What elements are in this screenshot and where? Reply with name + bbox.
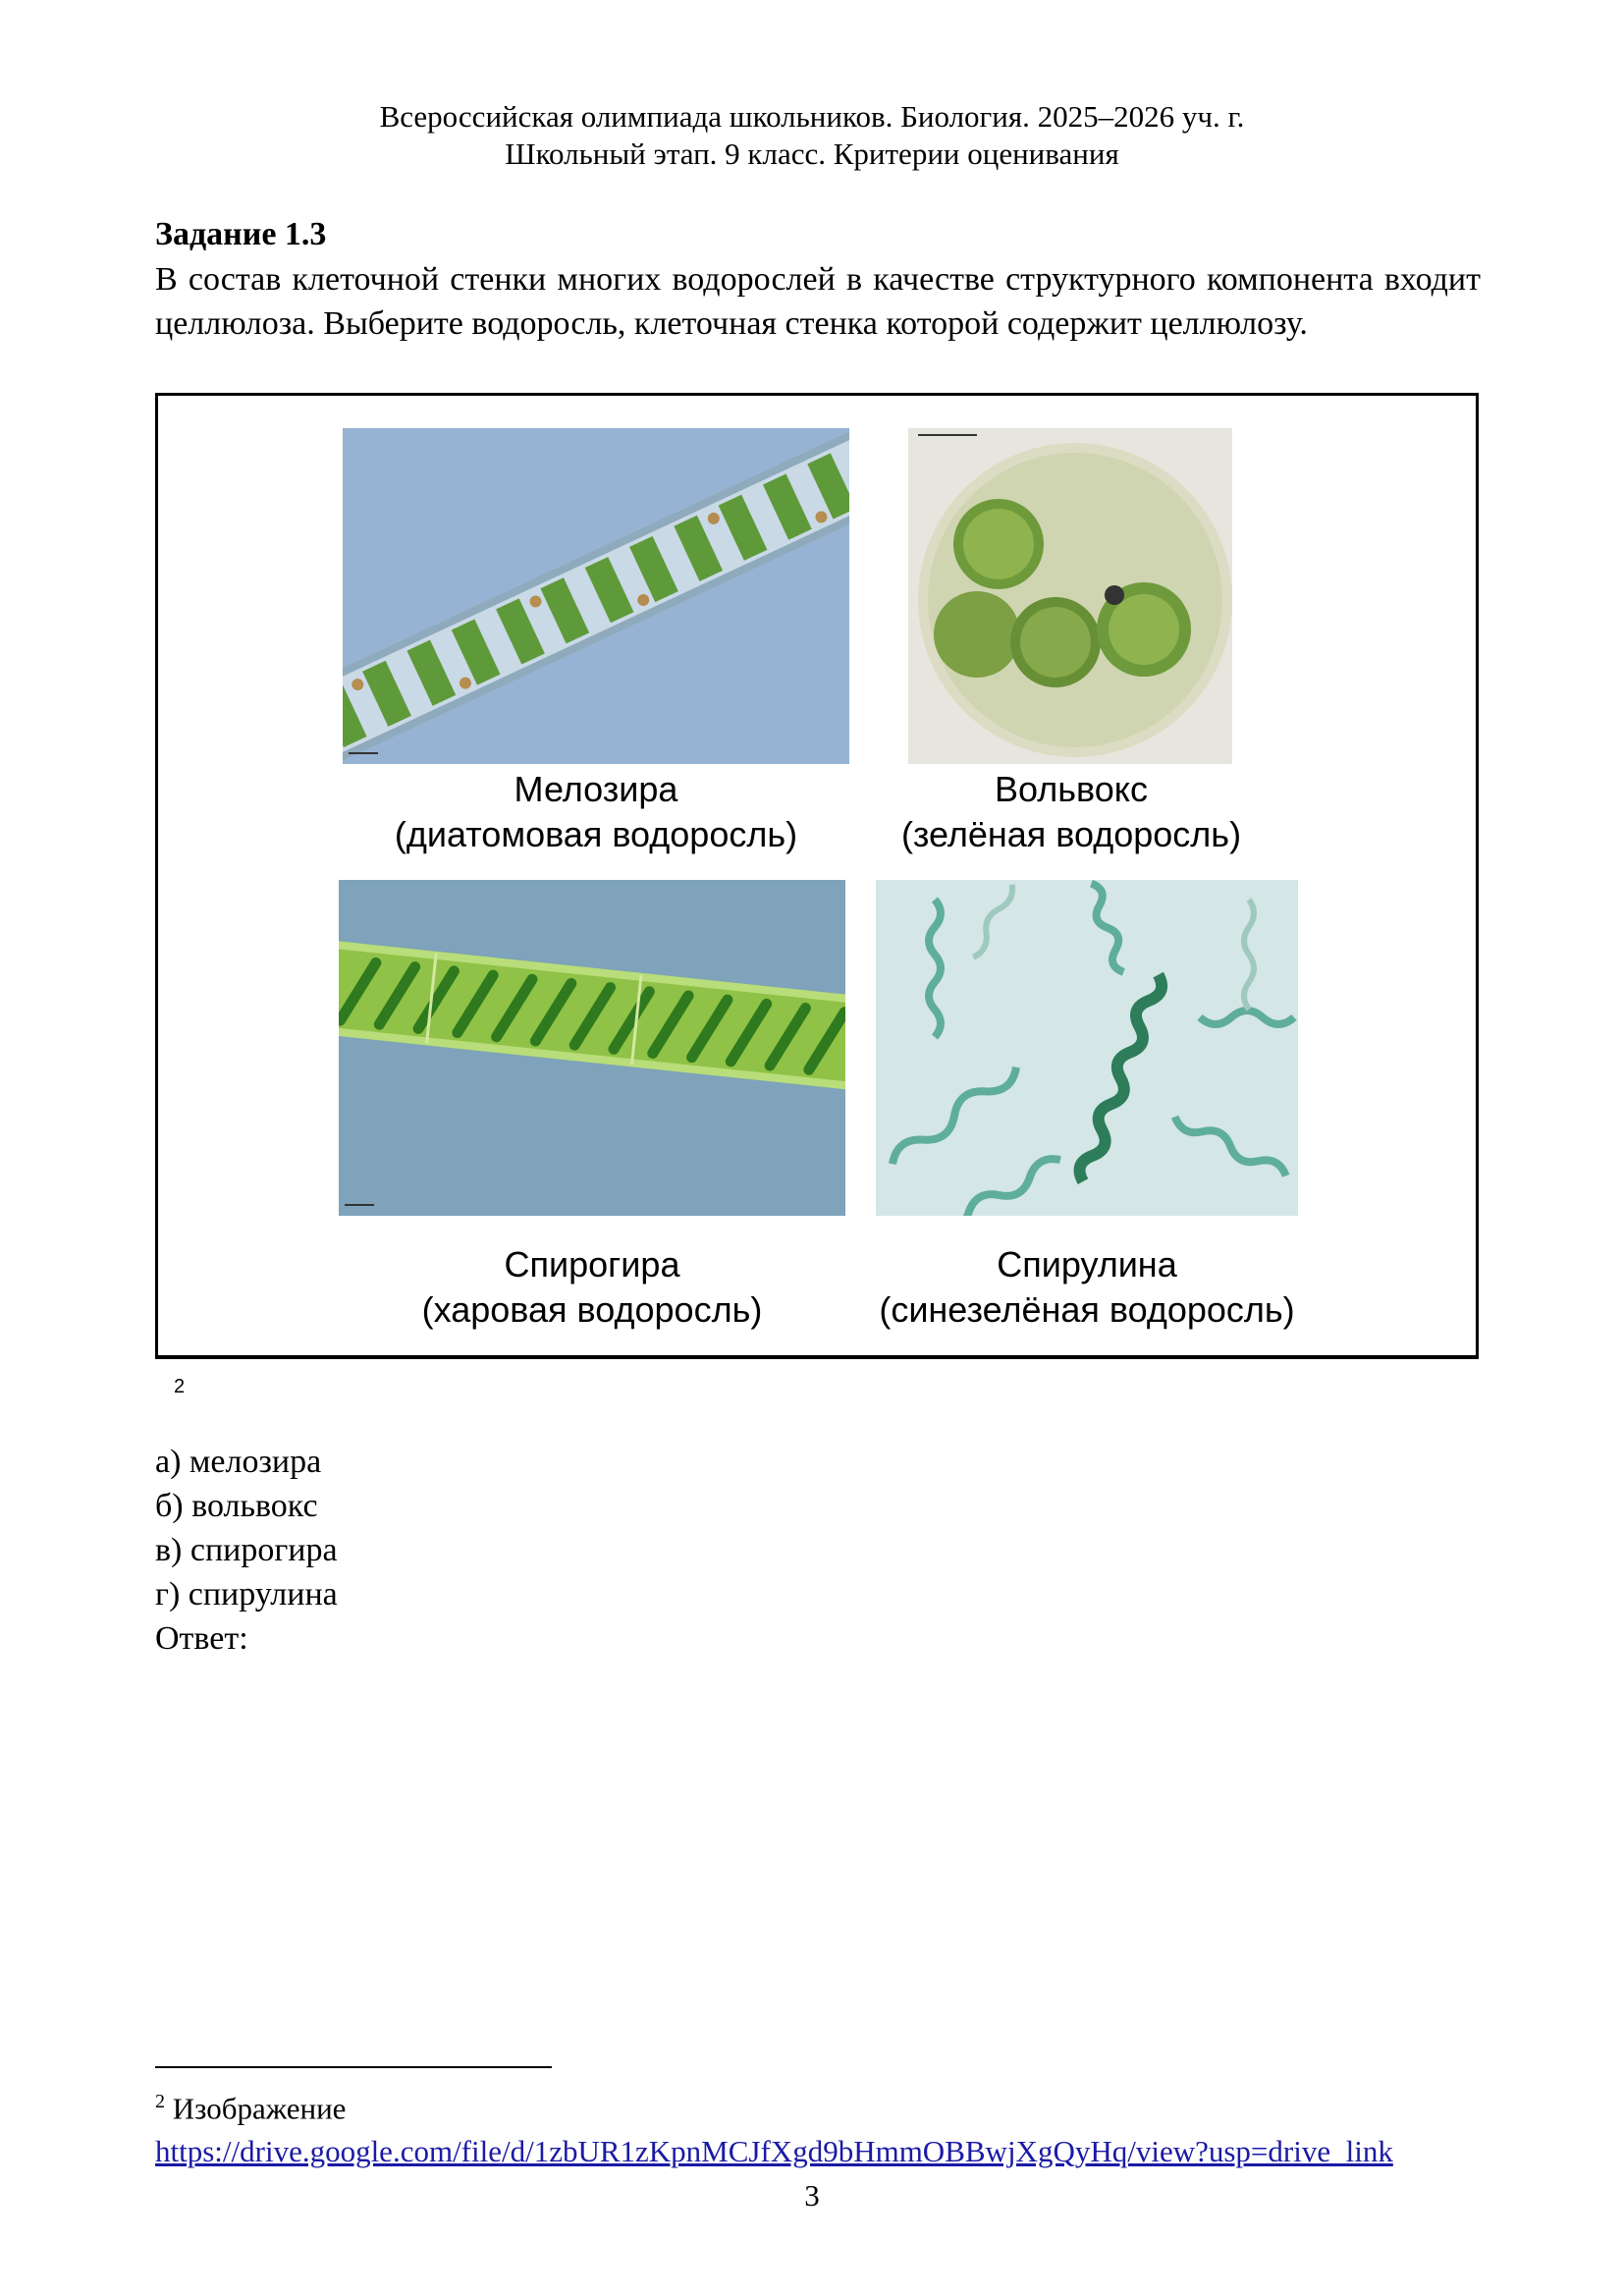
- task-title: Задание 1.3: [155, 216, 327, 252]
- footnote-number: 2: [155, 2091, 165, 2112]
- option-a: а) мелозира: [155, 1444, 322, 1480]
- answer-label: Ответ:: [155, 1620, 248, 1657]
- footnote: [155, 2080, 1393, 2173]
- figure-cell: [158, 396, 1476, 1358]
- spirulina-name: Спирулина: [997, 1244, 1177, 1285]
- volvox-name: Вольвокс: [995, 769, 1148, 809]
- volvox-caption: [865, 767, 1277, 857]
- footnote-text: Изображение: [172, 2091, 347, 2126]
- spirogyra-group: (харовая водоросль): [421, 1289, 763, 1330]
- figure-table: [155, 393, 1479, 1397]
- spirulina-group: (синезелёная водоросль): [879, 1289, 1295, 1330]
- answer-options: [155, 1440, 338, 1661]
- footnote-link[interactable]: https://drive.google.com/file/d/1zbUR1zKpnMCJfXgd9bHmmOBBwjXgQyHq/view?usp=drive_link: [155, 2134, 1393, 2169]
- option-d: г) спирулина: [155, 1576, 338, 1613]
- header-line-2: Школьный этап. 9 класс. Критерии оценивания: [505, 137, 1119, 171]
- spirogyra-name: Спирогира: [504, 1244, 680, 1285]
- melosira-name: Мелозира: [514, 769, 678, 809]
- figure-footnote-ref: 2: [174, 1376, 186, 1397]
- task-text: В состав клеточной стенки многих водорослей в качестве структурного компонента входит целлюлоза. Выберите водоросль, клеточная стенка которой содержит целлюлозу.: [155, 261, 1481, 342]
- melosira-photo: [343, 428, 849, 764]
- document-header: [0, 98, 1624, 173]
- spirulina-photo: [876, 880, 1298, 1216]
- spirulina-caption: [822, 1242, 1352, 1333]
- melosira-caption: [343, 767, 849, 857]
- volvox-group: (зелёная водоросль): [900, 814, 1242, 854]
- header-line-1: Всероссийская олимпиада школьников. Биология. 2025–2026 уч. г.: [379, 99, 1245, 134]
- page-number: 3: [804, 2178, 820, 2213]
- spirogyra-photo: [339, 880, 845, 1216]
- melosira-group: (диатомовая водоросль): [394, 814, 798, 854]
- option-c: в) спирогира: [155, 1532, 338, 1568]
- footnote-separator: [155, 2066, 552, 2068]
- volvox-photo: [908, 428, 1232, 764]
- spirogyra-caption: [339, 1242, 845, 1333]
- option-b: б) вольвокс: [155, 1488, 318, 1524]
